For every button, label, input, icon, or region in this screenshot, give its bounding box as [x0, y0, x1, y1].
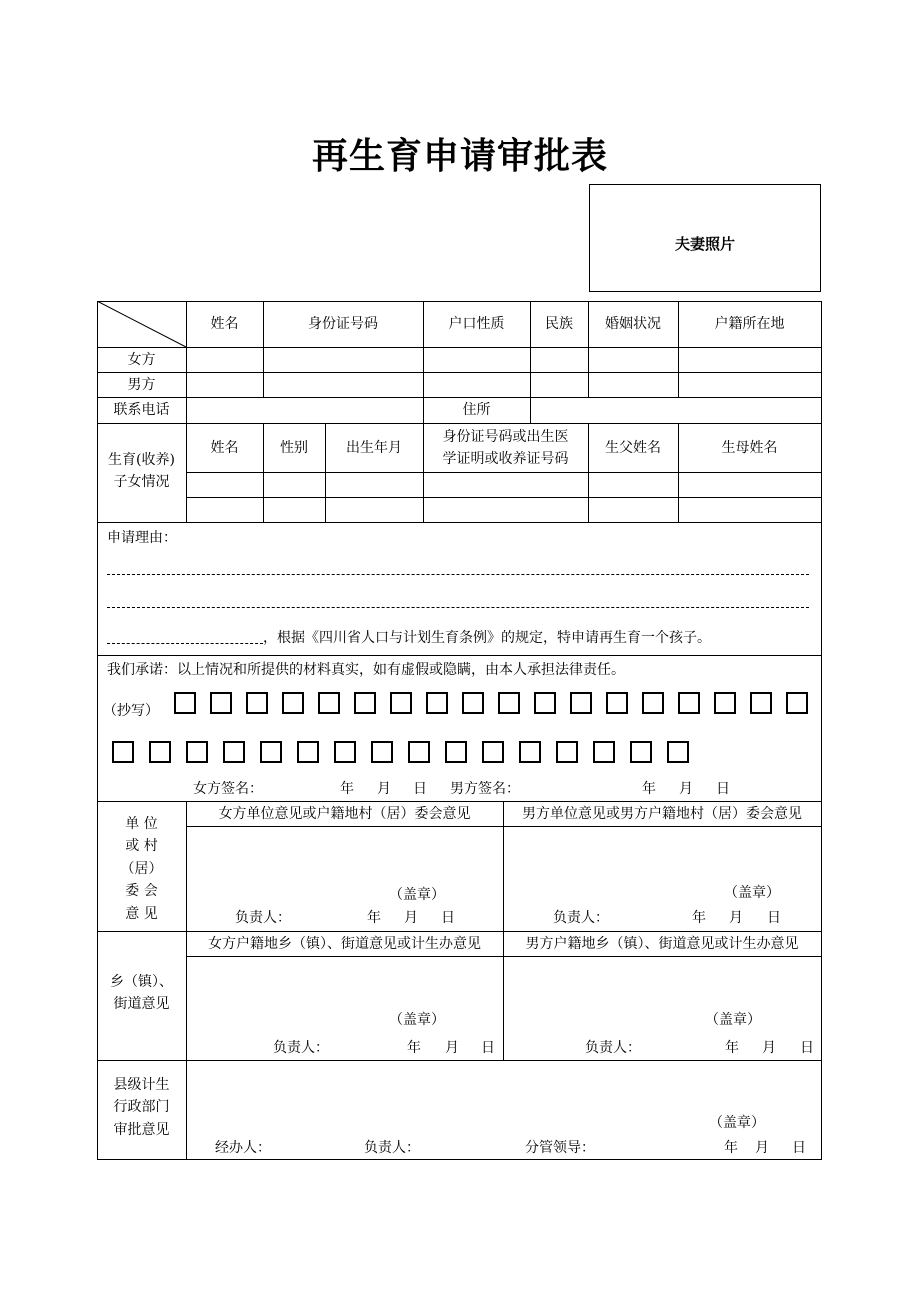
town-husband-seal: （盖章） [705, 1012, 761, 1028]
rule [186, 826, 822, 827]
children-label [97, 449, 186, 494]
photo-label: 夫妻照片 [674, 235, 735, 253]
copy-box[interactable] [112, 741, 134, 763]
header-ethnicity: 民族 [545, 316, 573, 332]
child-header-father: 生父姓名 [605, 440, 661, 456]
county-year: 年 [724, 1140, 738, 1156]
rule [97, 1060, 822, 1061]
row-label-wife: 女方 [127, 352, 156, 368]
wife-sign-year: 年 [340, 781, 354, 797]
header-domicile: 户籍所在地 [714, 316, 785, 332]
reason-label: 申请理由： [107, 530, 177, 546]
rule [97, 397, 822, 398]
child-header-birth: 出生年月 [346, 440, 402, 456]
husband-sign-year: 年 [642, 781, 656, 797]
copy-box[interactable] [750, 692, 772, 714]
rule [588, 423, 589, 522]
reason-line [107, 574, 809, 575]
county-label-line: 县级计生 [113, 1077, 170, 1093]
copy-box[interactable] [174, 692, 196, 714]
rule [588, 301, 589, 397]
rule [678, 301, 679, 397]
county-opinion-label [97, 1074, 186, 1141]
header-diagonal [97, 301, 187, 348]
copy-box[interactable] [642, 692, 664, 714]
rule [97, 522, 822, 523]
unit-opinion-label [97, 813, 186, 925]
wife-signature-label: 女方签名： [193, 781, 263, 797]
unit-wife-responsible: 负责人： [235, 910, 291, 926]
phone-label: 联系电话 [113, 402, 170, 418]
county-handler: 经办人： [215, 1140, 271, 1156]
rule [186, 956, 822, 957]
town-wife-header: 女方户籍地乡（镇）、街道意见或计生办意见 [208, 936, 481, 952]
header-hukou-type: 户口性质 [448, 316, 505, 332]
copy-box[interactable] [246, 692, 268, 714]
copy-box[interactable] [334, 741, 356, 763]
rule [186, 801, 187, 1159]
rule [97, 655, 822, 656]
rule [503, 801, 504, 1060]
town-husband-month: 月 [762, 1040, 776, 1056]
county-day: 日 [792, 1140, 806, 1156]
copy-box[interactable] [260, 741, 282, 763]
rule [186, 472, 822, 473]
copy-box[interactable] [534, 692, 556, 714]
border-right [821, 301, 822, 1160]
husband-sign-day: 日 [716, 781, 730, 797]
unit-husband-day: 日 [767, 910, 781, 926]
town-wife-month: 月 [445, 1040, 459, 1056]
rule [263, 301, 264, 397]
border-top [97, 301, 822, 302]
rule [97, 801, 822, 802]
child-header-name: 姓名 [210, 440, 239, 456]
copy-box[interactable] [519, 741, 541, 763]
copy-box[interactable] [606, 692, 628, 714]
copy-box[interactable] [390, 692, 412, 714]
rule [678, 423, 679, 522]
county-label-line: 审批意见 [113, 1121, 170, 1138]
town-wife-responsible: 负责人： [273, 1040, 329, 1056]
copy-box[interactable] [556, 741, 578, 763]
rule [97, 372, 822, 373]
copy-box[interactable] [714, 692, 736, 714]
town-husband-header: 男方户籍地乡（镇）、街道意见或计生办意见 [525, 936, 799, 952]
county-seal: （盖章） [709, 1115, 765, 1131]
town-husband-responsible: 负责人： [585, 1040, 641, 1056]
unit-husband-header: 男方单位意见或男方户籍地村（居）委会意见 [522, 806, 802, 822]
unit-label-line: 委 会 [125, 883, 158, 900]
header-id-number: 身份证号码 [308, 316, 378, 332]
town-label-line: 乡（镇）、 [110, 974, 173, 990]
husband-sign-month: 月 [679, 781, 693, 797]
town-label-line: 街道意见 [113, 996, 170, 1013]
unit-husband-responsible: 负责人： [553, 910, 609, 926]
town-husband-day: 日 [800, 1040, 814, 1056]
unit-label-line: （居） [120, 860, 163, 877]
husband-signature-label: 男方签名： [450, 781, 520, 797]
row-label-husband: 男方 [127, 377, 156, 393]
rule [186, 423, 187, 522]
application-form [97, 301, 822, 1160]
border-left [97, 301, 98, 1160]
copy-box[interactable] [570, 692, 592, 714]
town-wife-year: 年 [407, 1040, 421, 1056]
rule [97, 347, 822, 348]
copy-box[interactable] [354, 692, 376, 714]
reason-line [107, 607, 809, 608]
copy-box[interactable] [593, 741, 615, 763]
rule [325, 423, 326, 522]
rule [97, 931, 822, 932]
county-leader: 分管领导： [525, 1140, 595, 1156]
reason-tail: ，根据《四川省人口与计划生育条例》的规定，特申请再生育一个孩子。 [263, 630, 711, 646]
copy-box[interactable] [408, 741, 430, 763]
town-husband-year: 年 [725, 1040, 739, 1056]
unit-wife-seal: （盖章） [389, 887, 445, 903]
copy-box[interactable] [318, 692, 340, 714]
rule [186, 397, 187, 423]
child-header-id-line2: 学证明或收养证号码 [442, 451, 569, 467]
header-marital-status: 婚姻状况 [605, 316, 661, 332]
page-title: 再生育申请审批表 [311, 136, 608, 177]
county-label-line: 行政部门 [113, 1099, 170, 1116]
rule [186, 497, 822, 498]
photo-box [589, 184, 821, 292]
copy-box[interactable] [223, 741, 245, 763]
copy-box[interactable] [786, 692, 808, 714]
header-name: 姓名 [210, 316, 239, 332]
unit-label-line: 或 村 [125, 838, 158, 855]
copy-box[interactable] [210, 692, 232, 714]
unit-husband-month: 月 [729, 910, 743, 926]
unit-wife-month: 月 [404, 910, 418, 926]
wife-sign-day: 日 [413, 781, 427, 797]
copy-box[interactable] [282, 692, 304, 714]
copy-box[interactable] [297, 741, 319, 763]
unit-husband-year: 年 [692, 910, 706, 926]
copy-box[interactable] [498, 692, 520, 714]
town-wife-seal: （盖章） [389, 1012, 445, 1028]
unit-label-line: 意 见 [125, 905, 158, 922]
child-header-mother: 生母姓名 [721, 440, 778, 456]
copy-box[interactable] [445, 741, 467, 763]
reason-line [107, 643, 263, 644]
copy-box[interactable] [186, 741, 208, 763]
town-wife-day: 日 [481, 1040, 495, 1056]
county-month: 月 [755, 1140, 769, 1156]
rule [263, 423, 264, 522]
child-header-gender: 性别 [280, 440, 308, 456]
border-bottom [97, 1159, 822, 1160]
pledge-text: 我们承诺：以上情况和所提供的材料真实，如有虚假或隐瞒，由本人承担法律责任。 [107, 662, 625, 678]
unit-label-line: 单 位 [125, 816, 158, 832]
copy-box[interactable] [462, 692, 484, 714]
copy-box[interactable] [678, 692, 700, 714]
address-label: 住所 [462, 402, 491, 418]
rule [97, 423, 822, 424]
copy-box[interactable] [630, 741, 652, 763]
copy-box[interactable] [149, 741, 171, 763]
copy-box[interactable] [426, 692, 448, 714]
town-opinion-label [97, 971, 186, 1016]
copy-box[interactable] [482, 741, 504, 763]
unit-husband-seal: （盖章） [724, 885, 780, 901]
unit-wife-year: 年 [367, 910, 381, 926]
unit-wife-day: 日 [441, 910, 455, 926]
copy-box[interactable] [667, 741, 689, 763]
children-label-text: 生育(收养)子女情况 [108, 452, 175, 491]
unit-wife-header: 女方单位意见或户籍地村（居）委会意见 [218, 806, 471, 822]
copy-box[interactable] [371, 741, 393, 763]
county-responsible: 负责人： [364, 1140, 420, 1156]
copy-label: （抄写） [103, 703, 159, 719]
child-header-id-line1: 身份证号码或出生医 [442, 429, 569, 445]
wife-sign-month: 月 [377, 781, 391, 797]
